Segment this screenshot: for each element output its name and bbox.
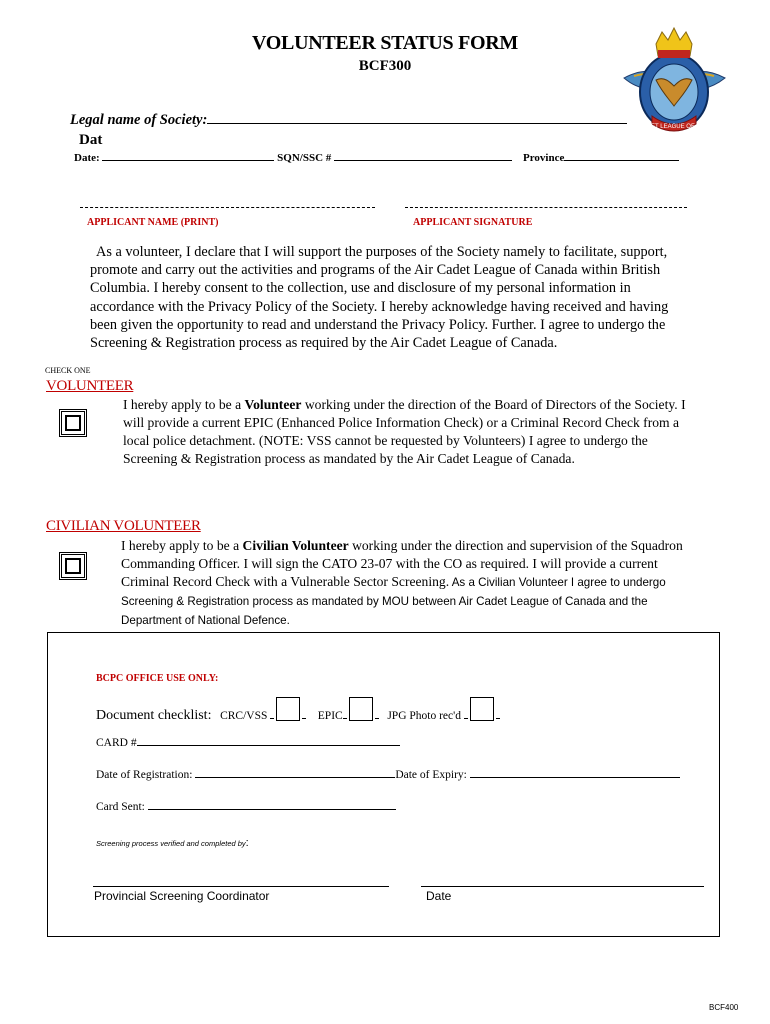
card-sent-field[interactable] [148,809,396,810]
volunteer-heading: VOLUNTEER [46,378,134,394]
registration-row [96,769,680,781]
applicant-name-line[interactable] [80,207,375,208]
civilian-bold: Civilian Volunteer [242,538,349,553]
footer-code: BCF400 [709,1003,739,1012]
volunteer-bold: Volunteer [244,397,302,412]
date-field[interactable] [102,160,274,161]
svg-text:AIR CADET LEAGUE OF CANADA: AIR CADET LEAGUE OF CANADA [626,124,722,130]
form-code: BCF300 [358,58,412,74]
legal-name-line[interactable] [207,123,627,124]
civilian-volunteer-heading: CIVILIAN VOLUNTEER [46,518,201,534]
civilian-volunteer-checkbox[interactable] [59,552,87,580]
date-label: Date: [74,152,100,164]
crc-checkbox[interactable] [276,697,300,721]
checklist-label: Document checklist: [96,708,212,723]
crc-label: CRC/VSS [220,710,268,722]
card-sent-row [96,801,396,813]
epic-checkbox[interactable] [349,697,373,721]
coordinator-date-label: Date [426,889,452,903]
applicant-signature-line[interactable] [405,207,687,208]
civilian-text-before: I hereby apply to be a [121,538,243,553]
epic-label: EPIC [317,710,343,722]
office-heading: BCPC OFFICE USE ONLY: [96,673,219,684]
applicant-signature-label: APPLICANT SIGNATURE [413,217,533,228]
check-one-label: CHECK ONE [45,366,91,375]
card-sent-label: Card Sent: [96,801,145,813]
civilian-text-sans: As a Civilian Volunteer I agree to undergo Screening & Registration process as mandated by MOU between Air Cadet League of Canada and the Department of National Defence. [121,576,666,627]
dat-text: Dat [79,132,103,148]
legal-name-field[interactable] [70,112,627,129]
screening-label: Screening process verified and completed by [96,839,246,848]
province-field[interactable] [564,160,679,161]
expiry-field[interactable] [470,777,680,778]
screening-row: Screening process verified and completed by: [96,837,249,849]
card-field[interactable] [137,745,400,746]
document-checklist-row [96,697,500,724]
card-label: CARD # [96,737,137,749]
province-label: Province [523,152,565,164]
registration-label: Date of Registration: [96,769,193,781]
civilian-text [121,537,691,630]
sqn-label: SQN/SSC # [277,152,332,164]
volunteer-text-after: working under the direction of the Board of Directors of the Society. I will provide a current EPIC (Enhanced Police Information Check) or a Criminal Record Check from a local police detachment. (NOTE: VSS cannot be requested by Volunteers) I agree to undergo the Screening & Registration process as mandated by the Air Cadet League of Canada. [123,397,686,466]
volunteer-checkbox[interactable] [59,409,87,437]
jpg-checkbox[interactable] [470,697,494,721]
coordinator-date-line[interactable] [421,886,704,887]
coordinator-signature-line[interactable] [93,886,389,887]
volunteer-text [123,396,693,468]
sqn-field[interactable] [334,160,512,161]
date-sqn-province-row [74,152,679,164]
form-title: VOLUNTEER STATUS FORM [252,32,518,54]
volunteer-text-before: I hereby apply to be a [123,397,245,412]
coordinator-label: Provincial Screening Coordinator [94,889,270,903]
registration-field[interactable] [195,777,395,778]
civilian-text-after: working under the direction and supervision of the Squadron Commanding Officer. I will sign the CATO 23-07 with the CO as required. I will provide a current Criminal Record Check with a Vulnerable Sector Screening. [121,538,683,589]
legal-name-label: Legal name of Society: [70,112,208,128]
declaration-text: As a volunteer, I declare that I will support the purposes of the Society namely to facilitate, support, promote and carry out the activities and programs of the Air Cadet League of Canada within British Columbia. I hereby consent to the collection, use and disclosure of my personal information in accordance with the Privacy Policy of the Society. I hereby acknowledge having received and having been given the opportunity to read and understand the Privacy Policy. Further. I agree to undergo the Screening & Registration process as required by the Air Cadet League of Canada. [90,244,669,352]
expiry-label: Date of Expiry: [395,769,467,781]
card-row [96,737,400,749]
air-cadet-emblem [612,20,737,138]
applicant-name-label: APPLICANT NAME (PRINT) [87,217,219,228]
office-use-box [47,632,720,937]
jpg-label: JPG Photo rec'd [387,710,461,722]
